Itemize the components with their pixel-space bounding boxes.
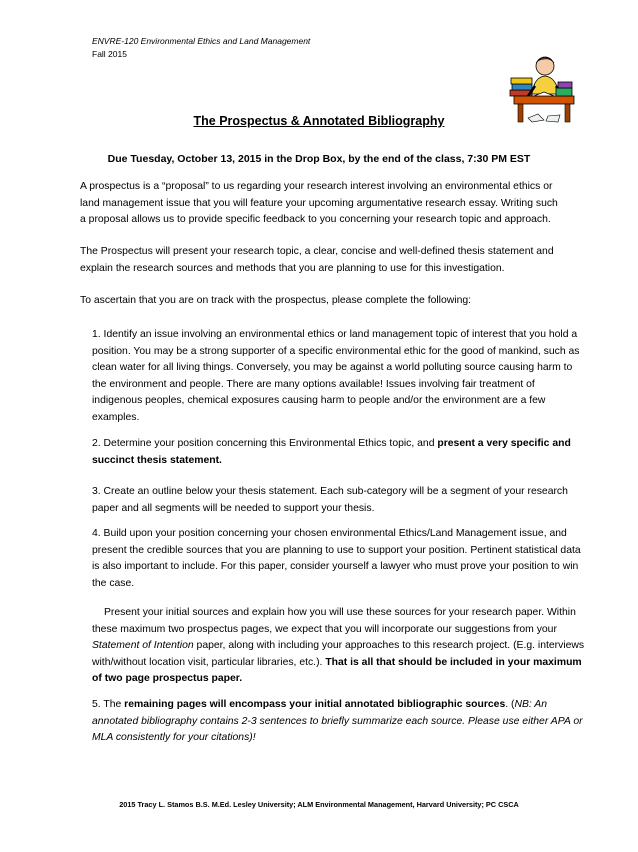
- sources-paragraph: [92, 605, 586, 688]
- sources-text-c: paper, along with including your approaches to this research project. (E.g. interviews with/without location visit, particular libraries, etc.).: [92, 640, 585, 668]
- footer-credit: 2015 Tracy L. Stamos B.S. M.Ed. Lesley University; ALM Environmental Management, Harvard University; PC CSCA: [119, 800, 519, 809]
- document-title: The Prospectus & Annotated Bibliography: [193, 114, 445, 128]
- list-item-2-emphasis: present a very specific and succinct thesis statement.: [92, 438, 571, 466]
- list-item-5-c: . (: [505, 699, 515, 710]
- list-item-3: 3. Create an outline below your thesis statement. Each sub-category will be a segment of your research paper and all segments will be needed to support your thesis.: [92, 486, 568, 514]
- prospectus-description: The Prospectus will present your research topic, a clear, concise and well-defined thesis statement and explain the research sources and methods that you are planning to use for this investigation.: [80, 246, 554, 274]
- intro-paragraph: A prospectus is a “proposal” to us regarding your research interest involving an environmental ethics or land management issue that you will feature your upcoming argumentative research essay. Writing such a proposal allows us to provide specific feedback to you concerning your research topic and approach.: [80, 181, 558, 225]
- due-date: Due Tuesday, October 13, 2015 in the Drop Box, by the end of the class, 7:30 PM EST: [107, 153, 531, 165]
- term: Fall 2015: [92, 49, 127, 59]
- list-item-2-text: 2. Determine your position concerning this Environmental Ethics topic, and: [92, 438, 438, 449]
- course-header: [92, 35, 310, 61]
- list-item-1: 1. Identify an issue involving an environmental ethics or land management topic of interest that you hold a position. You may be a strong supporter of a specific environmental ethic for the good of mankind, such as clean water for all living things. Conversely, you may be against a world polluting source causing harm to the environment and people. There are many options available! Issues involving fair treatment of indigenous peoples, chemical exposures causing harm to people and/or the environment are a few examples.: [92, 329, 580, 423]
- list-item-5-a: 5. The: [92, 699, 125, 710]
- list-item-5-emphasis: remaining pages will encompass your initial annotated bibliographic sources: [124, 699, 506, 710]
- sources-italic: Statement of Intention: [92, 640, 194, 651]
- list-item-4: 4. Build upon your position concerning your chosen environmental Ethics/Land Management issue, and present the credible sources that you are planning to use to support your position. Pertinent statistical data is also important to include. For this paper, consider yourself a lawyer who must prove your position to win the case.: [92, 528, 581, 589]
- list-item-5: [92, 697, 586, 747]
- sources-emphasis: That is all that should be included in your maximum of two page prospectus paper.: [92, 656, 582, 684]
- sources-text-a: Present your initial sources and explain how you will use these sources for your research paper. Within these maximum two prospectus pages, we expect that you will incorporate our suggestions from your: [92, 607, 576, 635]
- list-item-2: [92, 436, 586, 469]
- list-item-5-note: NB: An annotated bibliography contains 2-3 sentences to briefly summarize each source. Please use either APA or MLA consistently for your citations)!: [92, 699, 583, 743]
- student-studying-at-desk-icon: [508, 50, 578, 124]
- course-name: ENVRE-120 Environmental Ethics and Land Management: [92, 36, 311, 46]
- instructions-lead: To ascertain that you are on track with the prospectus, please complete the following:: [80, 295, 472, 306]
